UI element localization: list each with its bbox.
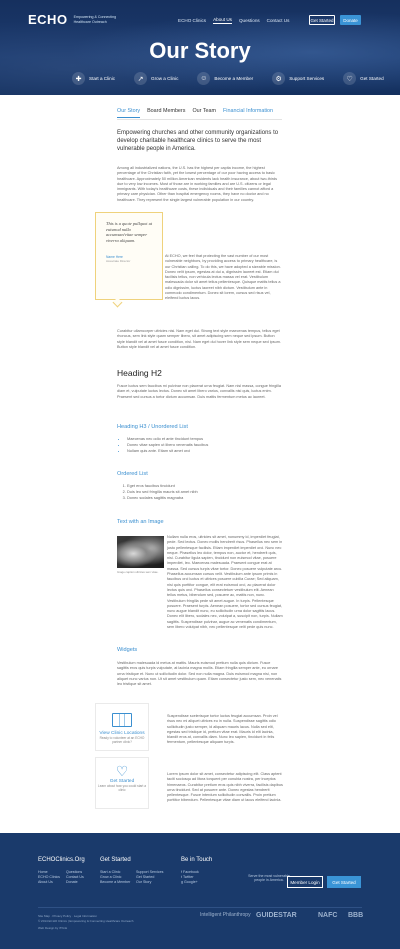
twitter-link[interactable] xyxy=(181,875,194,879)
facebook-link[interactable] xyxy=(181,870,199,874)
unordered-list xyxy=(117,436,283,454)
footer-link[interactable]: Grow a Clinic xyxy=(100,875,122,879)
nav-questions[interactable]: Questions xyxy=(238,18,260,23)
footer-link[interactable]: Home xyxy=(38,870,48,874)
clinic-locations-widget[interactable] xyxy=(95,703,149,751)
action-bar xyxy=(72,72,384,85)
list-item: 2. Duis leo sed fringilla mauris sit amet nibh xyxy=(127,489,283,495)
grow-icon: ↗ xyxy=(134,72,147,85)
action-label: Become a Member xyxy=(214,76,254,81)
paragraph: Fusce luctus sem faucibus mi pulvinar non placerat urna feugiat. Nam nisl massa, congue fringilla diam et, vulputate luctus lectus. Donec sit amet libero varius, convallis nisi quis, luctus enim. Praesent sed cursus a tortor dictum accumsan. Duis mattis fermentum metus ac laoreet. xyxy=(117,384,281,399)
map-icon xyxy=(112,713,132,727)
nav-echo-clinics[interactable]: ECHO Clinics xyxy=(178,18,207,23)
tab-our-team[interactable]: Our Team xyxy=(192,108,217,114)
action-grow-clinic[interactable] xyxy=(134,72,178,85)
paragraph: Lorem ipsum dolor sit amet, consectetur adipiscing elit. Class aptent taciti sociosqu ad litora torquent per conubia nostra, per inceptos himenaeos. Curabitur pretium eros quis nibh viverra, facilisis dapibus urna tincidunt. Sed at posuere ante. Donec egestas hendrerit pellentesque. Fusce interdum sollicitudin convallis. Proin pretium porttitor bibendum. Pellentesque vitae diam ut lacus eleifend lacinia. xyxy=(167,772,283,803)
footer-link[interactable]: Get Started xyxy=(136,875,155,879)
action-label: Support Services xyxy=(289,76,325,81)
widget-title: View Clinic Locations xyxy=(99,731,145,736)
footer-copyright: © 2014 ECHO Clinics | Empowering & Connecting Healthcare Outreach xyxy=(38,919,134,923)
site-footer xyxy=(0,833,400,949)
footer-be-in-touch-title: Be in Touch xyxy=(181,857,213,863)
support-icon: ⚙ xyxy=(272,72,285,85)
quote-text: This is a quote pullquot ut euismod nulla accumsan/vitae semper viverra aliquam. xyxy=(106,221,152,243)
footer-link[interactable]: Our Story xyxy=(136,880,152,884)
nav-contact-us[interactable]: Contact Us xyxy=(266,18,290,23)
footer-link[interactable]: About Us xyxy=(38,880,53,884)
heading-widgets: Widgets xyxy=(117,647,138,653)
list-item: 1. Eget eros faucibus tincidunt xyxy=(127,483,283,489)
footer-link[interactable]: Support Services xyxy=(136,870,164,874)
heading-text-with-image: Text with an Image xyxy=(117,519,164,525)
list-item: • Maecenas nec odio et ante tincidunt tempus xyxy=(127,436,283,442)
footer-credit[interactable]: Web Design by iThink xyxy=(38,926,68,930)
action-support-services[interactable] xyxy=(272,72,324,85)
heart-icon: ♡ xyxy=(343,72,356,85)
lead-paragraph: Empowering churches and other community organizations to develop charitable healthcare clinics to serve the most vulnerable people in America. xyxy=(117,130,279,152)
partner-logo-guidestar: GUIDESTAR xyxy=(256,912,297,919)
paragraph: At ECHO, we feel that protecting the vast number of our most vulnerable neighbors, by providing access to primary healthcare, is our Christian calling. To do this, we have adopted a sizeable mission. Donec velit ipsum, egestas at dui a, dignissim laoreet est. Etiam dui facilisis tellus, non vehicula lectus massa vel erat. Vestibulum malesuada dolor sit amet tellus pellentesque. Quisque mattis tellus a odio dignissim, luctus laoreet nibh dictum. Vestibulum ante in commodo condimentum. Donec sit lorem, cursus sed risus vel, eleifend luctus lacus. xyxy=(165,254,281,301)
clinic-icon: ✚ xyxy=(72,72,85,85)
hero-banner xyxy=(0,0,400,95)
nav-about-us[interactable]: About Us xyxy=(213,17,232,22)
footer-link[interactable]: Questions xyxy=(66,870,83,874)
sub-nav-tabs xyxy=(117,108,273,118)
action-label: Start a Clinic xyxy=(89,76,116,81)
footer-link[interactable]: Start a Clinic xyxy=(100,870,121,874)
logo[interactable] xyxy=(28,12,130,27)
footer-link[interactable]: ECHO Clinics xyxy=(38,875,60,879)
get-started-widget[interactable] xyxy=(95,757,149,809)
logo-tagline: Empowering & Connecting Healthcare Outreach xyxy=(73,14,117,24)
member-icon: ☺ xyxy=(197,72,210,85)
social-label: Facebook xyxy=(183,870,199,874)
footer-get-started-title: Get Started xyxy=(100,857,131,863)
paragraph: Among all industrialized nations, the U.S. has the highest per capita income, the highest percentage of the Christian faith, yet the lowest percentage of our poor having access to basic healthcare. Approximately 50 million American residents lack health insurance, about two-thirds due to very low incomes. Most of those are in working families and are U.S. citizens or legal immigrants. With today's healthcare costs, these individuals and their families cannot afford a primary care physician. Other than hospital emergency rooms, they have no doctor and no healthcare. They represent the single largest vulnerable population in our country. xyxy=(117,166,277,202)
top-nav xyxy=(178,17,289,24)
tabs-divider xyxy=(117,119,282,120)
member-login-button[interactable]: Member Login xyxy=(287,876,323,888)
facebook-icon: f xyxy=(181,870,183,874)
action-start-clinic[interactable] xyxy=(72,72,115,85)
google-plus-link[interactable] xyxy=(181,880,198,884)
partner-logo-bbb: BBB xyxy=(348,912,364,919)
action-label: Grow a Clinic xyxy=(151,76,179,81)
footer-get-started-button[interactable]: Get Started xyxy=(327,876,361,888)
paragraph: Vestibulum malesuada id metus at mattis. Mauris euismod pretium nulla quis dictum. Fusce sagittis eros quis turpis vulputate, at lacinia magna mollis. Etiam fringilla semper ante, eu ornare urna tristique et. Nunc ut sollicitudin dolor. Sed non nulla magna. Duis euismod magna nisi, non aliquet nunc varius non. Ut sit amet vestibulum quam. Etiam consectetur justo sem, nec venenatis leo tristique sit amet. xyxy=(117,661,282,687)
footer-legal-links[interactable]: Site Map · Privacy Policy · Legal Information xyxy=(38,914,98,918)
heading-h3-unordered: Heading H3 / Unordered List xyxy=(117,424,188,430)
quote-role: Associate Director xyxy=(106,259,131,263)
list-item: • Nullam quis ante. Etiam sit amet orci xyxy=(127,448,283,454)
paragraph: Suspendisse scelerisque tortor luctus feugiat accumsan. Proin vel risus nec mi aliquet ultrices eu in nulla. Suspendisse sagittis odio sollicitudin justo semper, id aliquam mauris lacus. Nulla sed elit, egestas sed tristique id, pretium vitae erat. Mauris id elit lacinia, blandit eros at, convallis diam. Nunc leo sapien, tincidunt in felis fermentum, pellentesque aliquam turpis. xyxy=(167,714,278,745)
heading-h2: Heading H2 xyxy=(117,368,162,378)
footer-site-name[interactable]: ECHOClinics.Org xyxy=(38,857,85,863)
footer-link[interactable]: Donate xyxy=(66,880,78,884)
tab-our-story[interactable]: Our Story xyxy=(117,108,140,118)
partner-logo-intelligent-philanthropy: Intelligent Philanthropy xyxy=(200,912,251,918)
footer-mission-note: Serve the most vulnerable people in America. xyxy=(248,874,290,883)
hands-photo xyxy=(117,536,164,568)
list-item: 3. Donec sodales sagittis magnaba xyxy=(127,495,283,501)
heading-ordered-list: Ordered List xyxy=(117,471,148,477)
quote-author: Name Here xyxy=(106,255,123,259)
page-title: Our Story xyxy=(149,38,251,63)
widget-subtitle: Learn about how you could start a clinic xyxy=(97,784,147,792)
get-started-button[interactable]: Get Started xyxy=(309,15,335,25)
paragraph: Nullam nulla eros, ultricies sit amet, nonummy id, imperdiet feugiat, pede. Sed lectus. Donec mollis hendrerit risus. Phasellus nec sem in justo pellentesque facilisis. Etiam imperdiet imperdiet orci. Nunc nec neque. Phasellus leo dolor, tempus non, auctor et, hendrerit quis, nisi. Curabitur ligula sapien, tincidunt non euismod vitae, posuere imperdiet, leo. Maecenas malesuada. Praesent congue erat at massa. Sed cursus turpis vitae tortor. Donec posuere vulputate arcu. Phasellus accumsan cursus velit. Vestibulum ante ipsum primis in faucibus orci luctus et ultrices posuere cubilia Curae; Sed aliquam, nisi quis porttitor congue, elit erat euismod orci, ac placerat dolor lectus quis orci. Phasellus consectetuer vestibulum elit. Aenean tellus metus, bibendum sed, posuere ac, mattis non, nunc. Vestibulum fringilla pede sit amet augue. In turpis. Pellentesque posuere. Praesent turpis. Aenean posuere, tortor sed cursus feugiat, nunc augue blandit nunc, eu sollicitudin urna dolor sagittis lacus. Donec elit libero, sodales nec, volutpat a, suscipit non, turpis. Nullam sagittis. Suspendisse pulvinar, augue ac venenatis condimentum, sem libero volutpat nibh, nec pellentesque velit pede quis nunc. xyxy=(167,535,283,630)
social-label: Google+ xyxy=(184,880,198,884)
photo-caption: Image caption ultricies sem vitae. xyxy=(117,570,159,574)
paragraph-with-links: Curabitur ullamcorper ultricies nisi. Nam eget dui. Strong text style maecenas tempus, tellus eget rhoncus, sem link style quam semper libero, sit amet adipiscing sem neque sed ipsum. Button style blandit vel at amet fusce condition, nisi. Nam eget dui hover link style sem neque sed ipsum. Button style blandit vel at amet fusce condition. xyxy=(117,329,281,349)
action-become-member[interactable] xyxy=(197,72,253,85)
tab-financial-information[interactable]: Financial Information xyxy=(223,108,274,114)
footer-divider xyxy=(38,907,362,908)
pull-quote xyxy=(95,212,163,300)
partner-logo-nafc: NAFC xyxy=(318,912,338,919)
donate-button[interactable]: Donate xyxy=(340,15,361,25)
quote-pointer xyxy=(113,298,123,308)
list-item: • Donec vitae sapien ut libero venenatis faucibus xyxy=(127,442,283,448)
heart-icon: ♡ xyxy=(115,763,129,779)
action-label: Get Started xyxy=(360,76,384,81)
widget-title: Get Started xyxy=(109,779,135,784)
social-label: Twitter xyxy=(182,875,194,879)
twitter-icon: t xyxy=(181,875,183,879)
ordered-list xyxy=(117,483,283,501)
footer-link[interactable]: Become a Member xyxy=(100,880,131,884)
widget-subtitle: Ready to volunteer at an ECHO partner clinic? xyxy=(99,736,145,744)
logo-wordmark: ECHO xyxy=(28,12,68,27)
google-plus-icon: g xyxy=(181,880,184,884)
action-get-started[interactable] xyxy=(343,72,384,85)
tab-board-members[interactable]: Board Members xyxy=(147,108,186,114)
footer-link[interactable]: Contact Us xyxy=(66,875,84,879)
